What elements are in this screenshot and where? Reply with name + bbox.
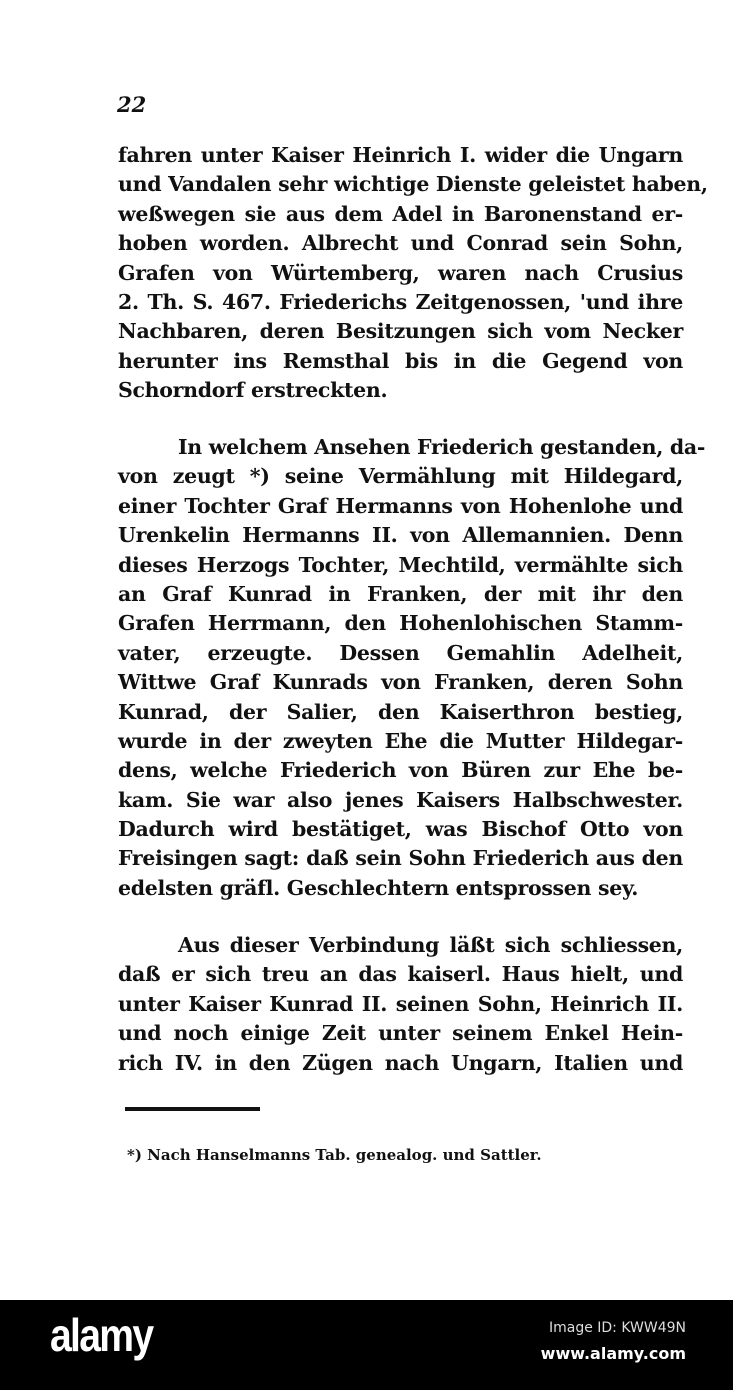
text-line: edelsten gräfl. Geschlechtern entsprossen sey.: [118, 875, 639, 900]
text-line: 2. Th. S. 467. Friederichs Zeitgenossen, 'und ihre: [118, 289, 683, 314]
text-line: Grafen von Würtemberg, waren nach Crusius: [118, 260, 683, 285]
text-line: Kunrad, der Salier, den Kaiserthron bestieg,: [118, 699, 683, 724]
footnote-rule: [125, 1107, 260, 1111]
text-line: und Vandalen sehr wichtige Dienste geleistet haben,: [118, 172, 708, 197]
alamy-logo: alamy: [50, 1309, 153, 1361]
text-line: rich IV. in den Zügen nach Ungarn, Italien und: [118, 1050, 683, 1075]
image-id: Image ID: KWW49N: [548, 1320, 686, 1336]
text-line: dieses Herzogs Tochter, Mechtild, vermählte sich: [118, 552, 683, 577]
text-line: Urenkelin Hermanns II. von Allemannien. Denn: [118, 523, 683, 548]
text-line: unter Kaiser Kunrad II. seinen Sohn, Heinrich II.: [118, 991, 683, 1016]
paragraph-3: [118, 931, 683, 1078]
text-line: Nachbaren, deren Besitzungen sich vom Necker: [118, 319, 683, 344]
text-line: dens, welche Friederich von Büren zur Ehe be-: [118, 758, 683, 783]
text-line: Schorndorf erstreckten.: [118, 378, 388, 403]
text-line: von zeugt *) seine Vermählung mit Hildegard,: [118, 464, 683, 489]
text-line: Freisingen sagt: daß sein Sohn Friederich aus den: [118, 846, 683, 871]
text-line: herunter ins Remsthal bis in die Gegend von: [118, 348, 683, 373]
text-line: Wittwe Graf Kunrads von Franken, deren Sohn: [118, 670, 683, 695]
text-line: und noch einige Zeit unter seinem Enkel Hein-: [118, 1021, 683, 1046]
text-line: fahren unter Kaiser Heinrich I. wider die Ungarn: [118, 143, 683, 167]
text-line: daß er sich treu an das kaiserl. Haus hielt, und: [118, 962, 683, 987]
paragraph-1: [118, 141, 708, 406]
text-line: vater, erzeugte. Dessen Gemahlin Adelheit,: [118, 640, 683, 665]
text-line: kam. Sie war also jenes Kaisers Halbschwester.: [118, 787, 683, 812]
watermark-url: www.alamy.com: [540, 1344, 686, 1363]
page-number: 22: [117, 92, 147, 117]
paragraph-2: [118, 433, 706, 903]
text-line: In welchem Ansehen Friederich gestanden, da-: [178, 435, 706, 459]
text-line: einer Tochter Graf Hermanns von Hohenlohe und: [118, 493, 683, 518]
text-line: Grafen Herrmann, den Hohenlohischen Stamm-: [118, 611, 683, 636]
text-line: weßwegen sie aus dem Adel in Baronenstand er-: [118, 201, 683, 226]
text-line: Dadurch wird bestätiget, was Bischof Otto von: [118, 817, 683, 842]
text-line: an Graf Kunrad in Franken, der mit ihr den: [118, 581, 683, 606]
footnote: *) Nach Hanselmanns Tab. genealog. und Sattler.: [127, 1146, 542, 1164]
text-line: hoben worden. Albrecht und Conrad sein Sohn,: [118, 231, 683, 256]
watermark-bar: [0, 1300, 733, 1390]
text-line: wurde in der zweyten Ehe die Mutter Hildegar-: [118, 728, 683, 753]
text-line: Aus dieser Verbindung läßt sich schliessen,: [178, 933, 683, 957]
